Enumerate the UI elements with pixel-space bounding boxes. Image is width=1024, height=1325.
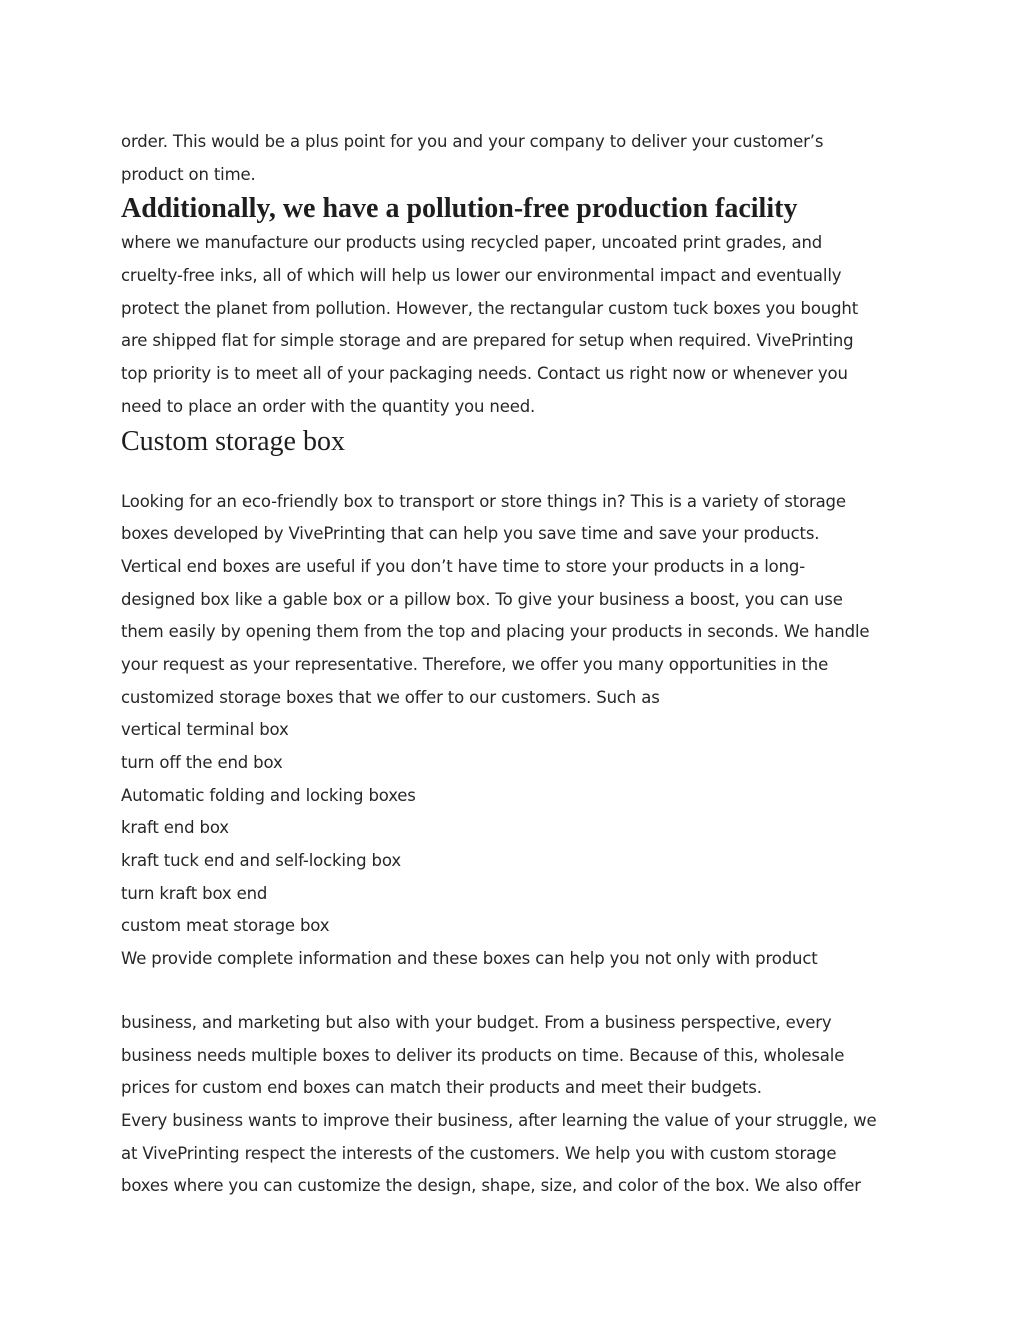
budget-paragraph — [121, 1007, 911, 1203]
section-heading-production-facility: Additionally, we have a pollution-free production facility — [121, 193, 798, 225]
paragraph-line: are shipped flat for simple storage and are prepared for setup when required. VivePrinting — [121, 331, 854, 351]
box-type-list — [121, 714, 911, 943]
paragraph-line: prices for custom end boxes can match their products and meet their budgets. — [121, 1078, 762, 1098]
list-item: kraft tuck end and self-locking box — [121, 851, 401, 871]
paragraph-line: where we manufacture our products using recycled paper, uncoated print grades, and — [121, 233, 823, 253]
list-item: Automatic folding and locking boxes — [121, 785, 416, 805]
paragraph-line: Vertical end boxes are useful if you don’t have time to store your products in a long- — [121, 556, 806, 576]
intro-paragraph — [121, 126, 911, 191]
list-item: turn off the end box — [121, 753, 283, 772]
paragraph-line: business, and marketing but also with your budget. From a business perspective, every — [121, 1012, 832, 1032]
paragraph-line: Looking for an eco-friendly box to transport or store things in? This is a variety of storage — [121, 491, 846, 511]
paragraph-line: boxes developed by VivePrinting that can help you save time and save your products. — [121, 524, 820, 544]
paragraph-line: top priority is to meet all of your packaging needs. Contact us right now or whenever you — [121, 364, 848, 384]
paragraph-gap — [121, 976, 911, 1007]
production-facility-paragraph — [121, 227, 911, 423]
paragraph-line: designed box like a gable box or a pillow box. To give your business a boost, you can use — [121, 589, 843, 609]
paragraph-line: Every business wants to improve their business, after learning the value of your struggle, we — [121, 1110, 877, 1130]
paragraph-line: cruelty-free inks, all of which will help us lower our environmental impact and eventually — [121, 266, 842, 286]
after-list-line: We provide complete information and these boxes can help you not only with product — [121, 949, 818, 969]
document-page — [121, 126, 911, 1203]
paragraph-line: your request as your representative. Therefore, we offer you many opportunities in the — [121, 654, 829, 674]
intro-line: order. This would be a plus point for you and your company to deliver your customer’s — [121, 132, 824, 151]
section-heading-custom-storage-box: Custom storage box — [121, 425, 345, 457]
list-item: turn kraft box end — [121, 883, 268, 903]
paragraph-line: boxes where you can customize the design, shape, size, and color of the box. We also offer — [121, 1176, 861, 1196]
list-item: custom meat storage box — [121, 916, 330, 936]
paragraph-line: business needs multiple boxes to deliver its products on time. Because of this, wholesale — [121, 1045, 845, 1065]
paragraph-line: customized storage boxes that we offer to our customers. Such as — [121, 687, 660, 707]
paragraph-line: them easily by opening them from the top and placing your products in seconds. We handle — [121, 622, 870, 642]
paragraph-line: at VivePrinting respect the interests of the customers. We help you with custom storage — [121, 1143, 837, 1163]
intro-line: product on time. — [121, 164, 256, 184]
list-item: vertical terminal box — [121, 720, 289, 740]
paragraph-line: protect the planet from pollution. However, the rectangular custom tuck boxes you bought — [121, 298, 859, 318]
paragraph-line: need to place an order with the quantity you need. — [121, 396, 536, 416]
list-item: kraft end box — [121, 818, 229, 838]
storage-box-paragraph — [121, 486, 911, 715]
